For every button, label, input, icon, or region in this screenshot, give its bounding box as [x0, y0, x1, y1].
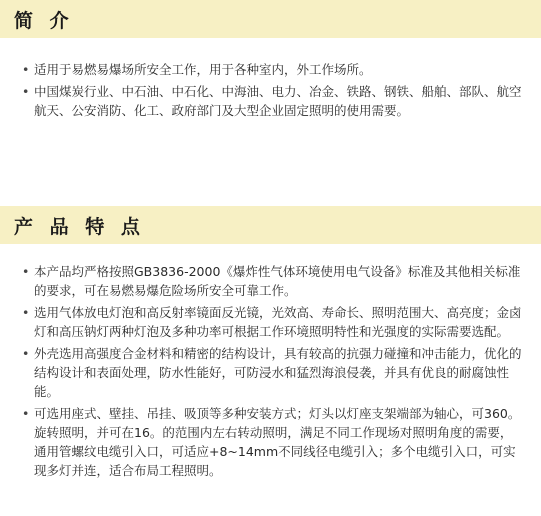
features-title: 产 品 特 点 [14, 215, 145, 238]
feature-item-3: • 外壳选用高强度合金材料和精密的结构设计，具有较高的抗强力碰撞和冲击能力，优化的结构设计和表面处理，防水性能好，可防浸水和猛烈海浪侵袭，并具有优良的耐腐蚀性能。 [22, 344, 522, 401]
intro-title: 简 介 [14, 9, 74, 32]
intro-list [22, 60, 522, 123]
intro-item-1: • 适用于易燃易爆场所安全工作，用于各种室内，外工作场所。 [22, 60, 522, 79]
feature-item-1: • 本产品均严格按照GB3836-2000《爆炸性气体环境使用电气设备》标准及其他相关标准的要求，可在易燃易爆危险场所安全可靠工作。 [22, 262, 522, 300]
intro-item-2: • 中国煤炭行业、中石油、中石化、中海油、电力、冶金、铁路、钢铁、船舶、部队、航空航天、公安消防、化工、政府部门及大型企业固定照明的使用需要。 [22, 82, 522, 120]
features-section-header [0, 206, 541, 244]
feature-item-2: • 选用气体放电灯泡和高反射率镜面反光镜，光效高、寿命长、照明范围大、高亮度；金卤灯和高压钠灯两种灯泡及多种功率可根据工作环境照明特性和光强度的实际需要选配。 [22, 303, 522, 341]
feature-item-4: • 可选用座式、壁挂、吊挂、吸顶等多种安装方式；灯头以灯座支架端部为轴心，可360。旋转照明，并可在16。的范围内左右转动照明，满足不同工作现场对照明角度的需要，通用管螺纹电缆引入口，可适应+8~14mm不同线径电缆引入；多个电缆引入口，可实现多灯并连，适合布局工程照明。 [22, 404, 522, 480]
features-list [22, 262, 522, 483]
intro-section-header [0, 0, 541, 38]
